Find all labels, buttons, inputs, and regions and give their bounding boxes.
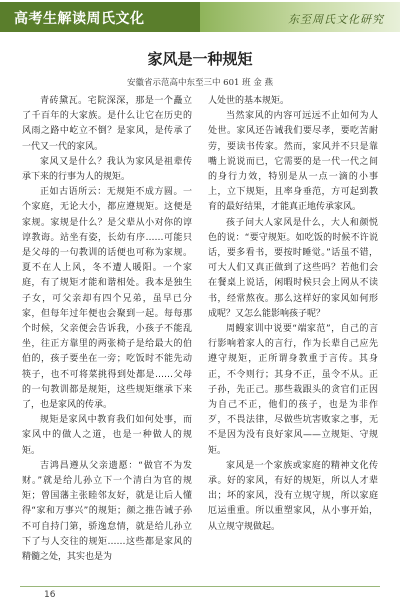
section-title: 高考生解读周氏文化 xyxy=(14,11,145,27)
article-byline: 安徽省示范高中东至三中 601 班 金 燕 xyxy=(126,78,274,88)
right-column xyxy=(208,94,378,576)
left-column xyxy=(22,94,192,576)
paragraph: 吉鸿昌遵从父亲遗愿：“做官不为发财。”就是给儿孙立下一个清白为官的规矩；曾国藩主张睦邻友好，就是让后人懂得“家和万事兴”的规矩；颜之推告诫子孙不可自持门第，骄逸怠情，就是给儿孙立下了与人交往的规矩……这些都是家风的精髓之处，其实也是为 xyxy=(22,460,192,563)
page-header xyxy=(0,0,400,34)
footer-divider xyxy=(20,586,380,587)
paragraph: 孩子问大人家风是什么，大人和颜悦色的说：“要守规矩。如吃饭的时候不许说话，要多看书，要按时睡觉。”话虽不错，可大人们又真正做到了这些吗？若他们会在餐桌上说话，闲暇时候只会上网从不读书，经常熬夜。那么这样好的家风如何形成呢？又怎么能影响孩子呢？ xyxy=(208,217,378,319)
page-number: 16 xyxy=(44,590,56,600)
paragraph: 家风又是什么？我认为家风是祖辈传承下来的行事为人的规矩。 xyxy=(22,156,192,183)
header-gradient-band xyxy=(200,2,400,32)
paragraph: 青砖黛瓦。宅院深深，那是一个矗立了千百年的大家族。是什么让它在历史的风雨之路中屹立不倒？是家风，是传承了一代又一代的家风。 xyxy=(22,96,192,152)
section-banner xyxy=(0,2,200,32)
paragraph: 规矩是家风中教育我们如何处事，而家风中的做人之道，也是一种做人的规矩。 xyxy=(22,415,192,456)
paragraph: 当然家风的内容可远远不止如何为人处世。家风还告诫我们要尽孝，要吃苦耐劳，要读书传家。然而，家风并不只是靠嘴上说说而已，它需要的是一代一代之间的身行力效，特别是从一点一滴的小事上，立下规矩，且率身垂范，方可起到教育的最好结果，才能真正地传承家风。 xyxy=(208,111,378,213)
paragraph: 家风是一个家族或家庭的精神文化传承。好的家风，有好的规矩，所以人才辈出；坏的家风，没有立规守规，所以家庭厄运重重。所以重塑家风，从小事开始，从立规守规做起。 xyxy=(208,460,378,532)
paragraph: 正如古语所云：无规矩不成方圆。一个家庭，无论大小，都应遵规矩。这便是家规。家规是什么？是父辈从小对你的谆谆教诲。站坐有姿，长幼有序……可能只是父母的一句教训的话便也可称为家规。夏不在人上风，冬不遭人暖阳。一个家庭，有了规矩才能和谐相处。我本是独生子女，可父亲却有四个兄弟，虽早已分家，但每年过年便也会聚到一起。每每那个时候，父亲便会告诉我，小孩子不能乱坐，往正方靠里的两张椅子是给最大的伯伯的，孩子要坐在一旁；吃饭时不能先动筷子，也不可将菜挑得到处都是……父母的一句教训都是规矩，这些规矩继承下来了，也是家风的传承。 xyxy=(22,187,192,411)
publication-subtitle: 东至周氏文化研究 xyxy=(288,13,384,26)
paragraph: 人处世的基本规矩。 xyxy=(208,96,290,106)
article-title: 家风是一种规矩 xyxy=(147,50,253,68)
paragraph: 周鳗家训中说要“端家范”，自己的言行影响着家人的言行，作为长辈自己应先遵守规矩，正所谓身教重于言传。其身正，不令则行；其身不正，虽令不从。正子孙，先正己。那些栽跟头的贪官们正因为自己不正，他们的孩子，也是为非作歹，不畏法律，尽做些坑害败家之事，无不是因为没有良好家风——立规矩、守规矩。 xyxy=(208,324,378,456)
